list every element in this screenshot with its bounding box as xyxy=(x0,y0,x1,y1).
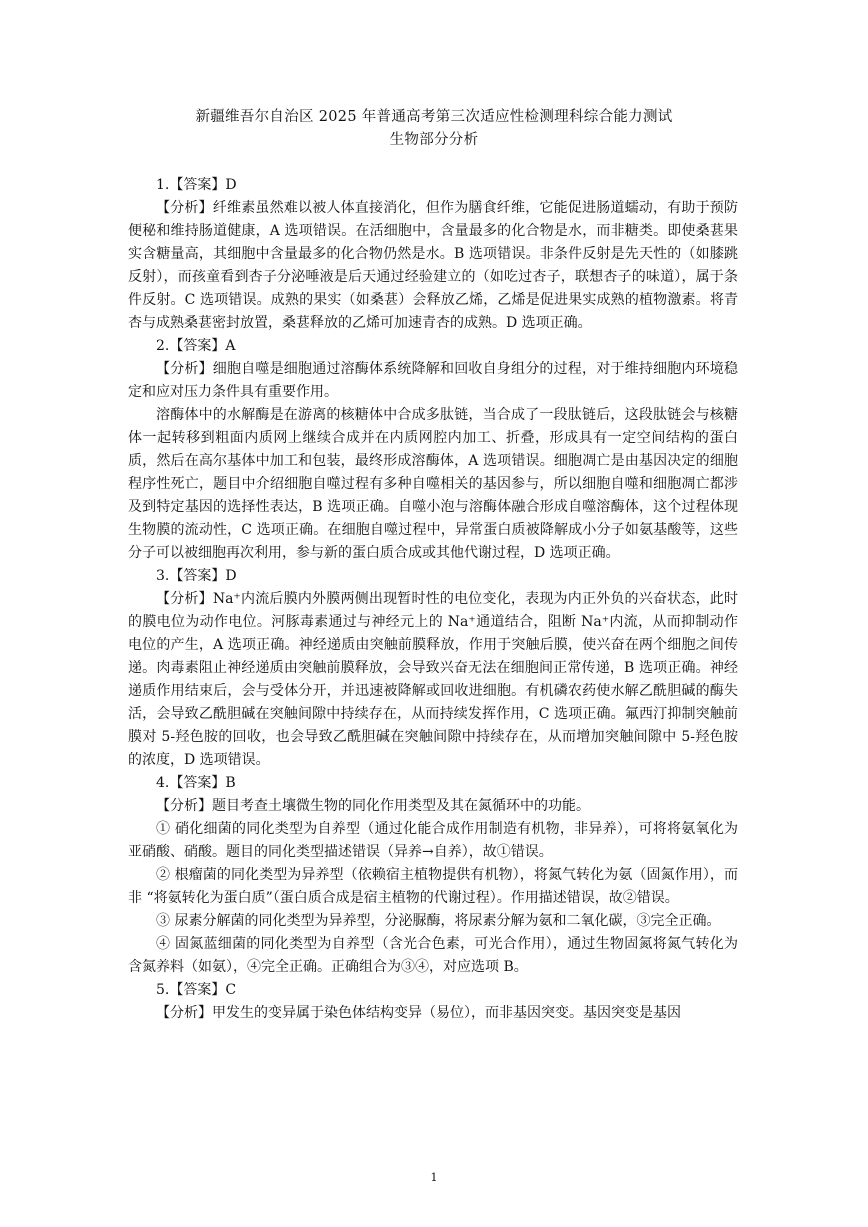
doc-title: 新疆维吾尔自治区 2025 年普通高考第三次适应性检测理科综合能力测试 xyxy=(195,109,673,125)
analysis-5: 【分析】甲发生的变异属于染色体结构变异（易位），而非基因突变。基因突变是基因 xyxy=(156,1005,681,1021)
analysis-4-item-3: ③ 尿素分解菌的同化类型为异养型，分泌脲酶，将尿素分解为氨和二氧化碳，③完全正确。 xyxy=(156,913,721,929)
doc-body xyxy=(128,174,738,1025)
answer-3: 3.【答案】D xyxy=(156,568,237,584)
analysis-4-item-2: ② 根瘤菌的同化类型为异养型（依赖宿主植物提供有机物），将氮气转化为氨（固氮作用），而非 “将氨转化为蛋白质”（蛋白质合成是宿主植物的代谢过程）。作用描述错误，故②错误。 xyxy=(128,867,738,906)
doc-subtitle: 生物部分分析 xyxy=(389,132,479,148)
answer-1: 1.【答案】D xyxy=(156,177,237,193)
analysis-4-item-4: ④ 固氮蓝细菌的同化类型为自养型（含光合色素，可光合作用），通过生物固氮将氮气转化为含氮养料（如氨），④完全正确。正确组合为③④，对应选项 B。 xyxy=(128,936,738,975)
analysis-1: 【分析】纤维素虽然难以被人体直接消化，但作为膳食纤维，它能促进肠道蠕动，有助于预防便秘和维持肠道健康，A 选项错误。在活细胞中，含量最多的化合物是水，而非糖类。即使桑葚果实含糖量高，其细胞中含量最多的化合物仍然是水。B 选项错误。非条件反射是先天性的（如膝跳反射），而孩童看到杏子分泌唾液是后天通过经验建立的（如吃过杏子，联想杏子的味道），属于条件反射。C 选项错误。成熟的果实（如桑葚）会释放乙烯，乙烯是促进果实成熟的植物激素。将青杏与成熟桑葚密封放置，桑葚释放的乙烯可加速青杏的成熟。D 选项正确。 xyxy=(128,200,738,331)
analysis-2-detail: 溶酶体中的水解酶是在游离的核糖体中合成多肽链，当合成了一段肽链后，这段肽链会与核糖体一起转移到粗面内质网上继续合成并在内质网腔内加工、折叠，形成具有一定空间结构的蛋白质，然后在高尔基体中加工和包装，最终形成溶酶体，A 选项错误。细胞凋亡是由基因决定的细胞程序性死亡，题目中介绍细胞自噬过程有多种自噬相关的基因参与，所以细胞自噬和细胞凋亡都涉及到特定基因的选择性表达，B 选项正确。自噬小泡与溶酶体融合形成自噬溶酶体，这个过程体现生物膜的流动性，C 选项正确。在细胞自噬过程中，异常蛋白质被降解成小分子如氨基酸等，这些分子可以被细胞再次利用，参与新的蛋白质合成或其他代谢过程，D 选项正确。 xyxy=(128,407,738,561)
analysis-3: 【分析】Na⁺内流后膜内外膜两侧出现暂时性的电位变化，表现为内正外负的兴奋状态，此时的膜电位为动作电位。河豚毒素通过与神经元上的 Na⁺通道结合，阻断 Na⁺内流，从而抑制动作电位的产生，A 选项正确。神经递质由突触前膜释放，作用于突触后膜，使兴奋在两个细胞之间传递。肉毒素阻止神经递质由突触前膜释放，会导致兴奋无法在细胞间正常传递，B 选项正确。神经递质作用结束后，会与受体分开，并迅速被降解或回收进细胞。有机磷农药使水解乙酰胆碱的酶失活，会导致乙酰胆碱在突触间隙中持续存在，从而持续发挥作用，C 选项正确。氟西汀抑制突触前膜对 5-羟色胺的回收，也会导致乙酰胆碱在突触间隙中持续存在，从而增加突触间隙中 5-羟色胺的浓度，D 选项错误。 xyxy=(128,591,738,768)
analysis-2: 【分析】细胞自噬是细胞通过溶酶体系统降解和回收自身组分的过程，对于维持细胞内环境稳定和应对压力条件具有重要作用。 xyxy=(128,361,738,400)
answer-5: 5.【答案】C xyxy=(156,982,237,998)
page-number: 1 xyxy=(430,1171,438,1184)
answer-4: 4.【答案】B xyxy=(156,775,236,791)
analysis-4: 【分析】题目考查土壤微生物的同化作用类型及其在氮循环中的功能。 xyxy=(156,798,590,814)
analysis-4-item-1: ① 硝化细菌的同化类型为自养型（通过化能合成作用制造有机物，非异养），可将将氨氧化为亚硝酸、硝酸。题目的同化类型描述错误（异养→自养），故①错误。 xyxy=(128,821,738,860)
answer-2: 2.【答案】A xyxy=(156,338,236,354)
